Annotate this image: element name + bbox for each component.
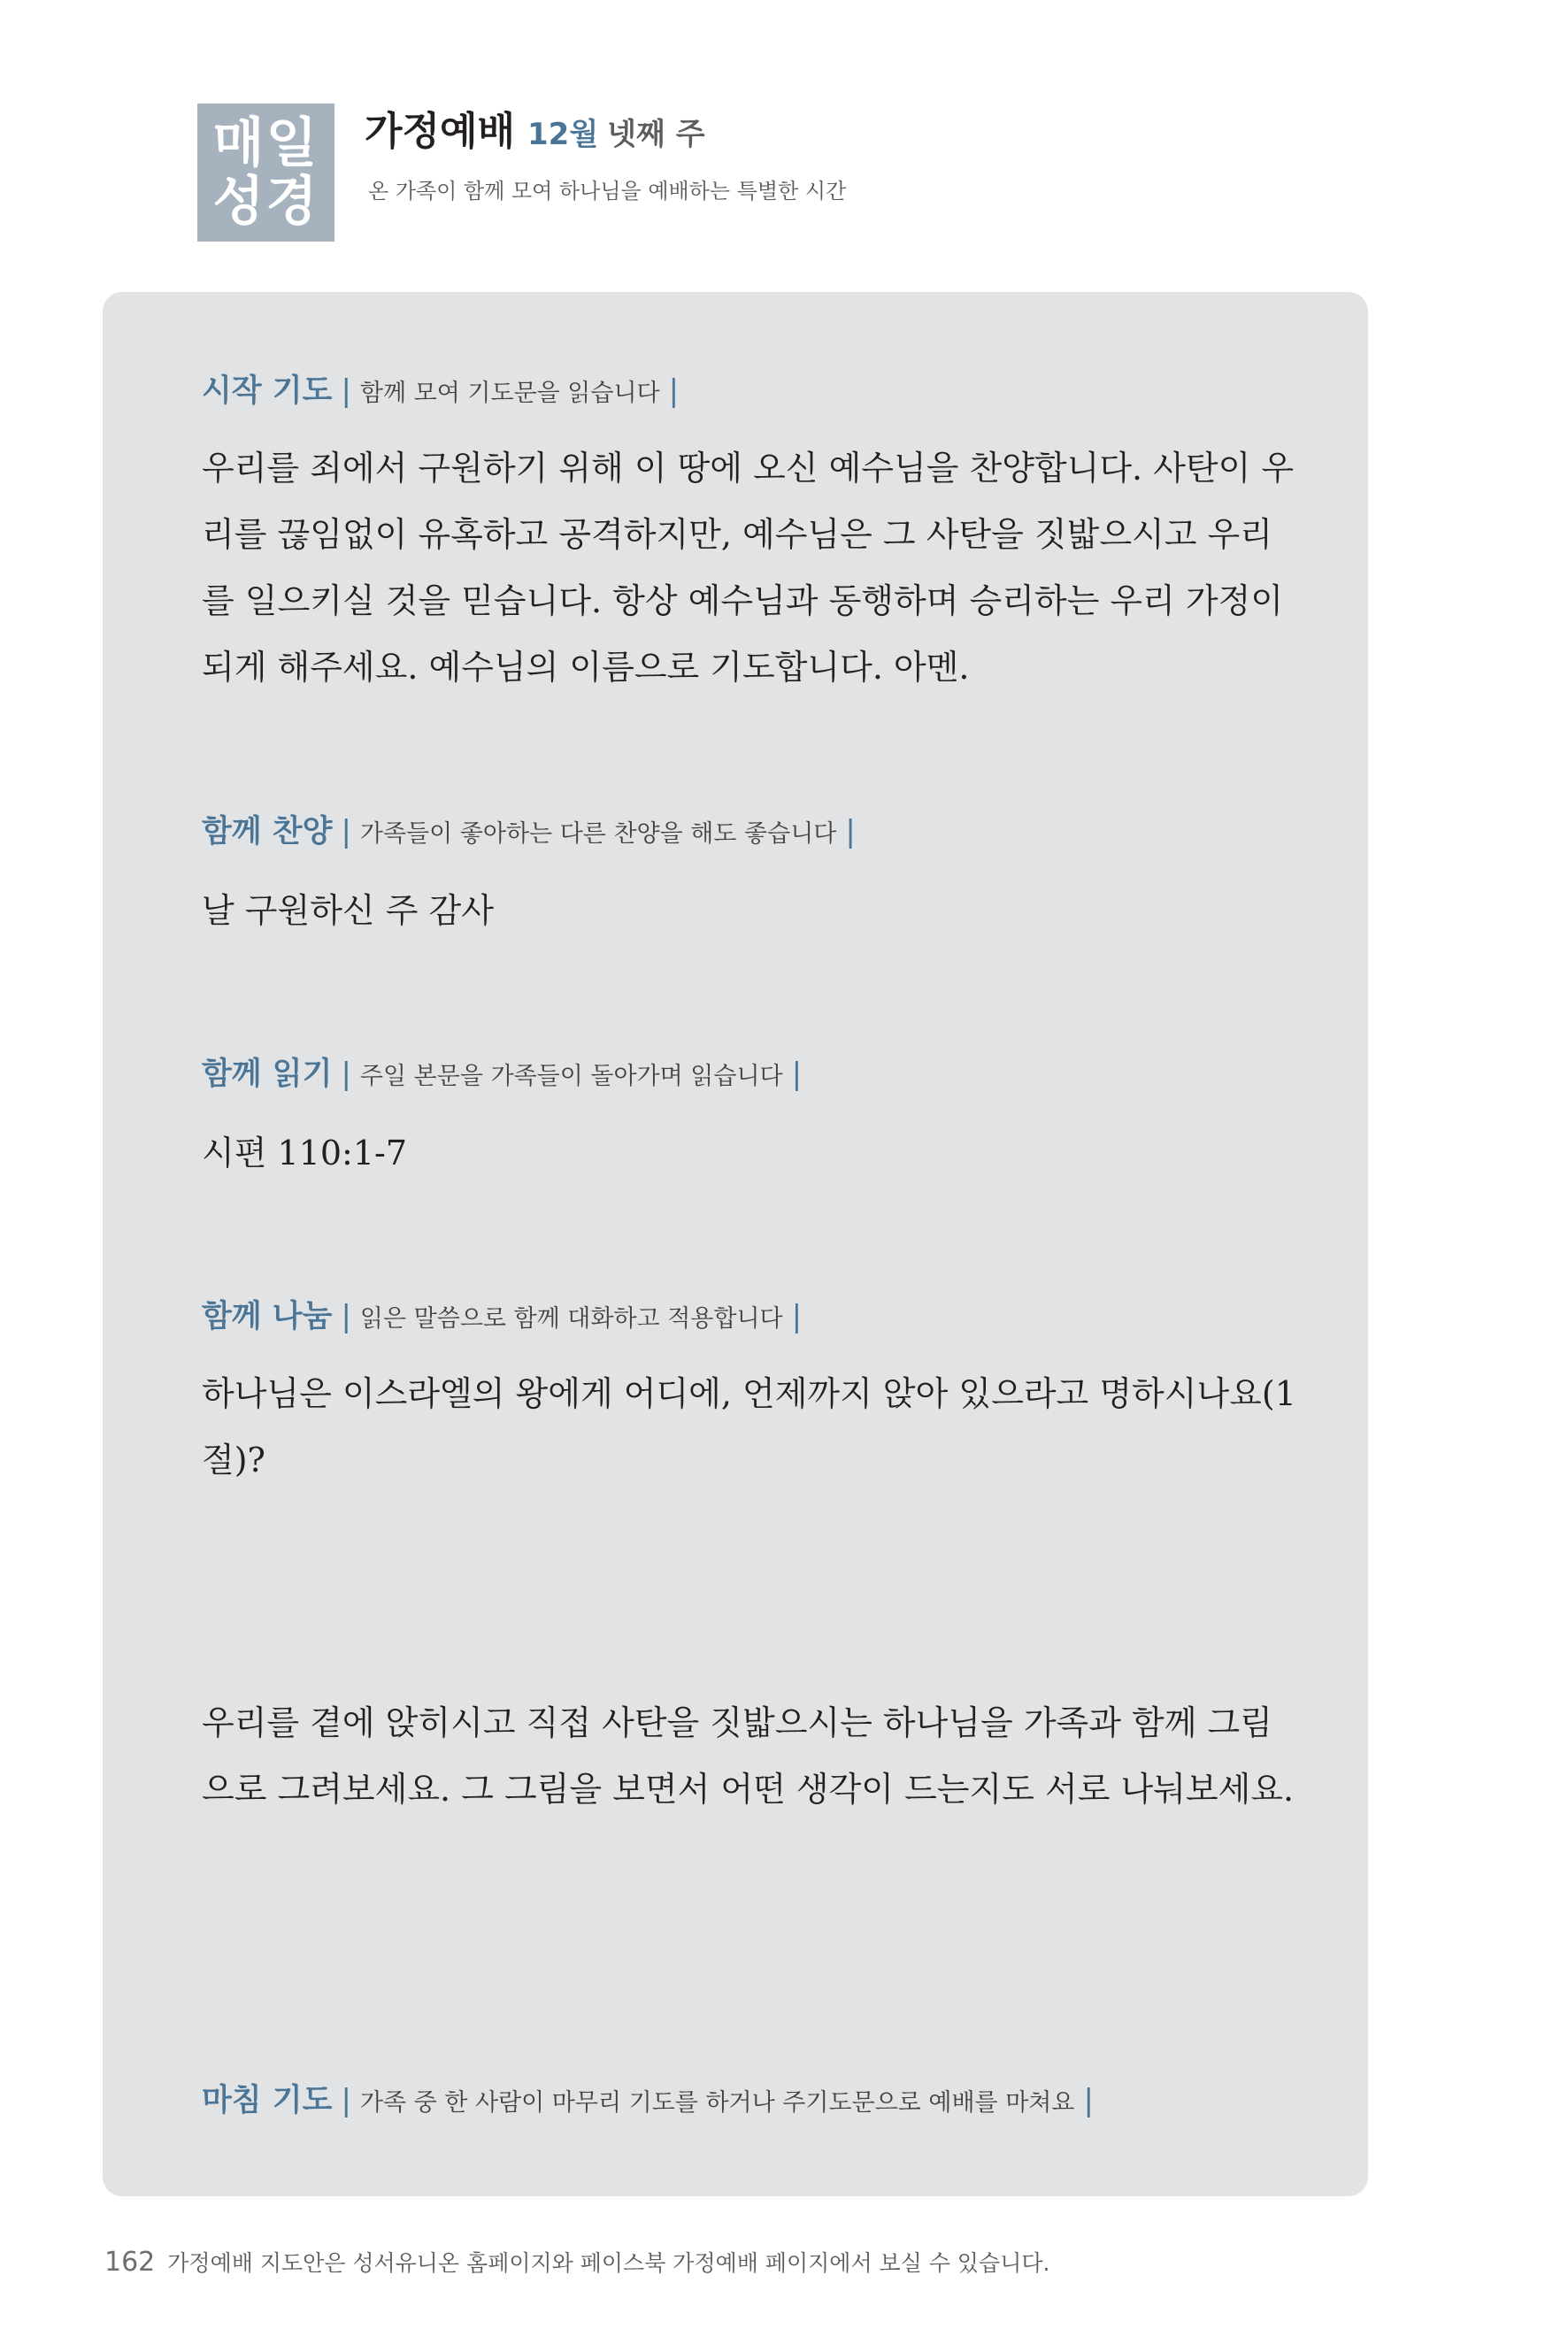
divider: | <box>341 1299 351 1334</box>
page-title <box>365 99 705 152</box>
section-hint: 가족 중 한 사람이 마무리 기도를 하거나 주기도문으로 예배를 마쳐요 <box>359 2089 1075 2117</box>
section-hint: 주일 본문을 가족들이 돌아가며 읽습니다 <box>359 1063 783 1090</box>
section-hint: 읽은 말씀으로 함께 대화하고 적용합니다 <box>359 1305 783 1333</box>
section-label: 함께 나눔 <box>202 1299 333 1334</box>
reading-heading <box>202 1049 811 1094</box>
opening-prayer-text: 우리를 죄에서 구원하기 위해 이 땅에 오신 예수님을 찬양합니다. 사탄이 우리를 끊임없이 유혹하고 공격하지만, 예수님은 그 사탄을 짓밟으시고 우리를 일으키실 것을 믿습니다. 항상 예수님과 동행하며 승리하는 우리 가정이 되게 해주세요. 예수님의 이름으로 기도합니다. 아멘. <box>202 449 1295 687</box>
sharing-question-2: 우리를 곁에 앉히시고 직접 사탄을 짓밟으시는 하나님을 가족과 함께 그림으로 그려보세요. 그 그림을 보면서 어떤 생각이 드는지도 서로 나눠보세요. <box>202 1703 1295 1809</box>
footer-note: 가정예배 지도안은 성서유니온 홈페이지와 페이스북 가정예배 페이지에서 보실 수 있습니다. <box>167 2250 1050 2276</box>
divider: | <box>341 814 351 849</box>
closing-prayer-heading <box>202 2076 1103 2120</box>
divider: | <box>845 814 856 849</box>
divider: | <box>341 1057 351 1092</box>
praise-heading <box>202 807 865 851</box>
divider: | <box>791 1057 803 1092</box>
divider: | <box>668 373 680 409</box>
page-footer <box>104 2246 1049 2278</box>
opening-prayer-heading <box>202 366 688 411</box>
section-label: 시작 기도 <box>202 373 333 409</box>
praise-song: 날 구원하신 주 감사 <box>202 891 494 930</box>
divider: | <box>1083 2083 1094 2118</box>
sharing-heading <box>202 1292 811 1336</box>
title-week: 넷째 주 <box>607 117 705 152</box>
divider: | <box>341 373 351 409</box>
reading-passage: 시편 110:1-7 <box>202 1134 408 1172</box>
section-hint: 함께 모여 기도문을 읽습니다 <box>359 380 660 407</box>
daily-bible-logo <box>197 104 334 242</box>
title-main: 가정예배 <box>365 109 516 154</box>
divider: | <box>791 1299 803 1334</box>
logo-line1: 매일 <box>212 112 319 174</box>
logo-line2: 성경 <box>212 171 319 233</box>
page-subtitle: 온 가족이 함께 모여 하나님을 예배하는 특별한 시간 <box>368 179 847 204</box>
section-label: 마침 기도 <box>202 2083 333 2118</box>
title-month: 12월 <box>527 117 599 152</box>
section-label: 함께 찬양 <box>202 814 333 849</box>
page-number: 162 <box>104 2247 156 2278</box>
section-label: 함께 읽기 <box>202 1057 333 1092</box>
sharing-question-1: 하나님은 이스라엘의 왕에게 어디에, 언제까지 앉아 있으라고 명하시나요(1절)? <box>202 1374 1296 1480</box>
divider: | <box>341 2083 351 2118</box>
section-hint: 가족들이 좋아하는 다른 찬양을 해도 좋습니다 <box>359 820 837 848</box>
